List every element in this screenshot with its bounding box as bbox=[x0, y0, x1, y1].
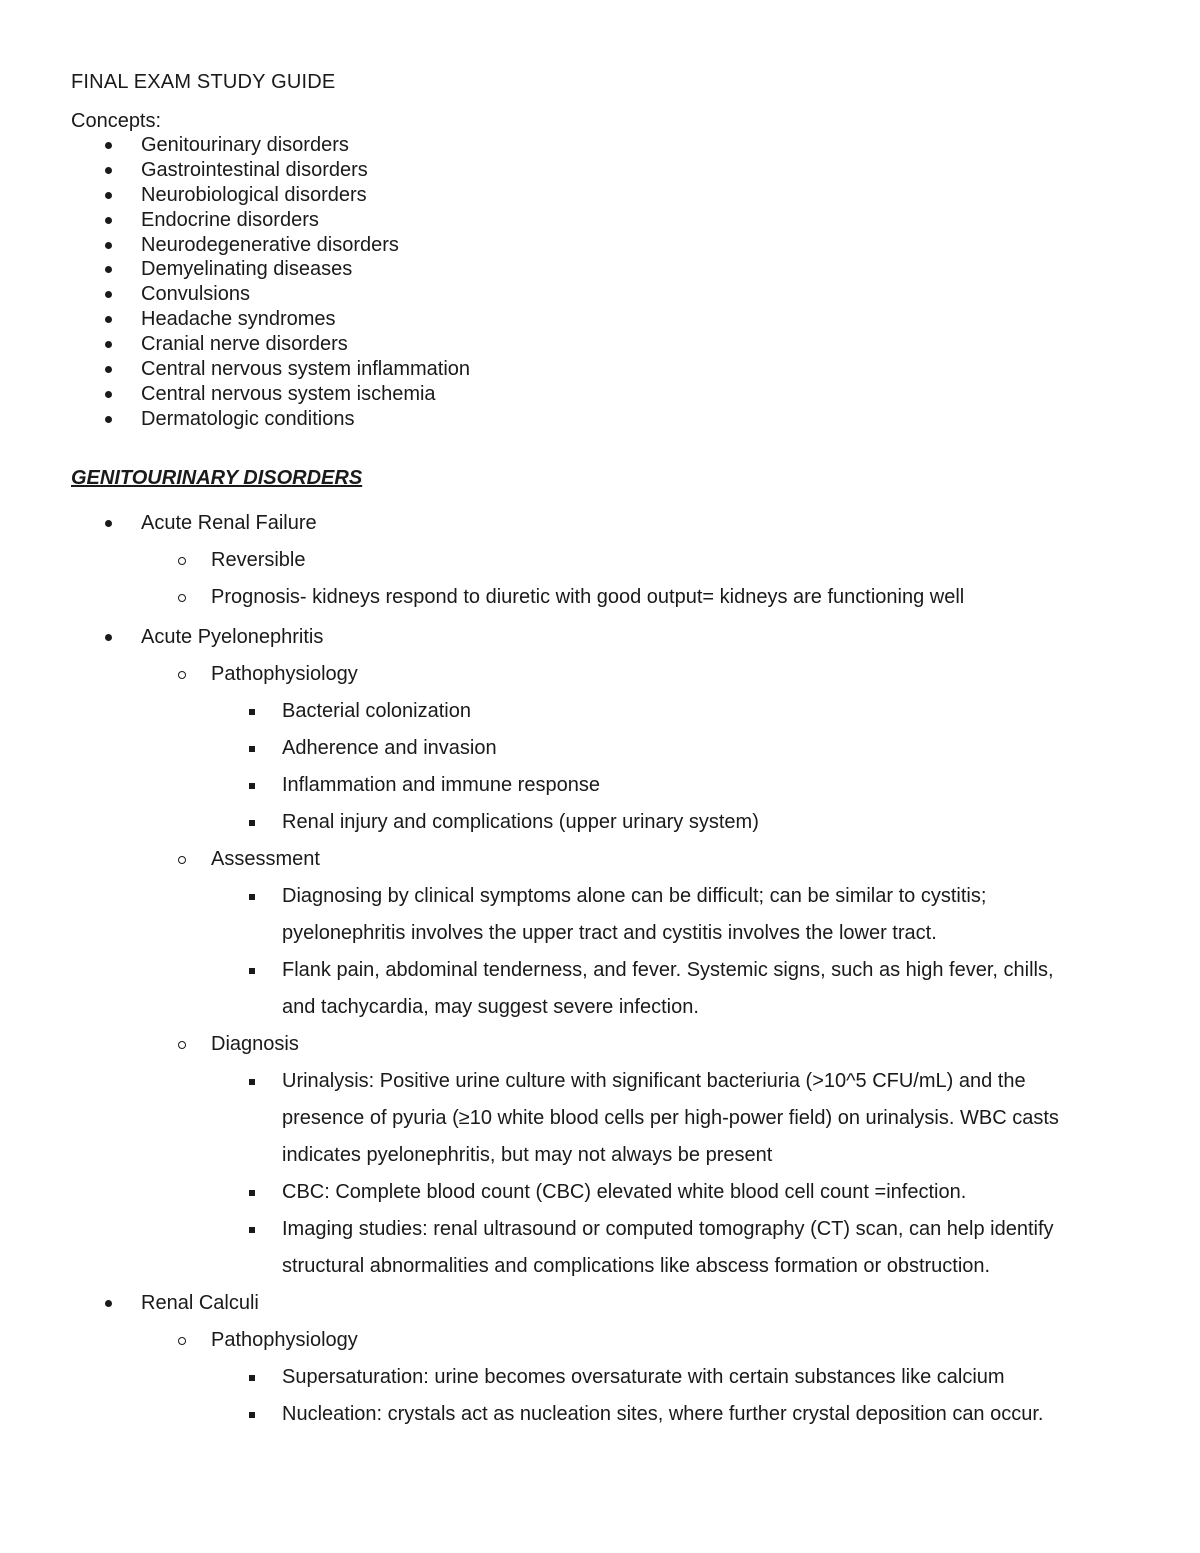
list-item bbox=[0, 407, 470, 432]
bullet-icon bbox=[105, 266, 112, 273]
square-bullet-icon bbox=[249, 968, 255, 974]
bullet-icon bbox=[105, 1300, 112, 1307]
outline-item-renal-calculi bbox=[0, 1285, 1200, 1322]
item-text: Prognosis- kidneys respond to diuretic with good output= kidneys are functioning well bbox=[211, 586, 965, 608]
circle-bullet-icon bbox=[178, 1337, 186, 1345]
outline-subitem bbox=[0, 542, 1200, 579]
item-text: Diagnosing by clinical symptoms alone can be difficult; can be similar to cystitis; bbox=[282, 885, 987, 907]
outline-detail bbox=[0, 1063, 1200, 1100]
concept-text: Central nervous system ischemia bbox=[141, 382, 436, 405]
list-item bbox=[0, 307, 470, 332]
outline-detail bbox=[0, 1396, 1200, 1433]
outline-detail bbox=[0, 1174, 1200, 1211]
item-text: Supersaturation: urine becomes oversaturate with certain substances like calcium bbox=[282, 1366, 1005, 1388]
outline-detail bbox=[0, 767, 1200, 804]
square-bullet-icon bbox=[249, 709, 255, 715]
bullet-icon bbox=[105, 242, 112, 249]
square-bullet-icon bbox=[249, 894, 255, 900]
outline-detail-continuation bbox=[0, 989, 1200, 1026]
bullet-icon bbox=[105, 416, 112, 423]
bullet-icon bbox=[105, 217, 112, 224]
item-text: Reversible bbox=[211, 549, 306, 571]
item-text: Bacterial colonization bbox=[282, 700, 471, 722]
concept-text: Gastrointestinal disorders bbox=[141, 158, 368, 181]
concept-text: Cranial nerve disorders bbox=[141, 333, 348, 356]
outline-subitem bbox=[0, 656, 1200, 693]
circle-bullet-icon bbox=[178, 671, 186, 679]
item-text: Adherence and invasion bbox=[282, 737, 497, 759]
outline-subitem bbox=[0, 1322, 1200, 1359]
outline-detail bbox=[0, 952, 1200, 989]
item-text: Assessment bbox=[211, 848, 320, 870]
list-item bbox=[0, 158, 470, 183]
concepts-list bbox=[0, 133, 470, 432]
item-text: pyelonephritis involves the upper tract and cystitis involves the lower tract. bbox=[282, 922, 937, 944]
item-text: Acute Pyelonephritis bbox=[141, 626, 324, 648]
list-item bbox=[0, 357, 470, 382]
item-text: and tachycardia, may suggest severe infection. bbox=[282, 996, 699, 1018]
list-item bbox=[0, 183, 470, 208]
concept-text: Central nervous system inflammation bbox=[141, 358, 471, 381]
item-text: structural abnormalities and complications like abscess formation or obstruction. bbox=[282, 1255, 991, 1277]
outline-detail bbox=[0, 878, 1200, 915]
bullet-icon bbox=[105, 634, 112, 641]
list-item bbox=[0, 208, 470, 233]
list-item bbox=[0, 133, 470, 158]
item-text: Renal Calculi bbox=[141, 1292, 259, 1314]
square-bullet-icon bbox=[249, 1412, 255, 1418]
outline-subitem bbox=[0, 1026, 1200, 1063]
item-text: CBC: Complete blood count (CBC) elevated white blood cell count =infection. bbox=[282, 1181, 967, 1203]
item-text: presence of pyuria (≥10 white blood cells per high-power field) on urinalysis. WBC casts bbox=[282, 1107, 1059, 1129]
outline-detail bbox=[0, 1211, 1200, 1248]
item-text: Acute Renal Failure bbox=[141, 512, 317, 534]
outline-item-acute-renal-failure bbox=[0, 505, 1200, 542]
bullet-icon bbox=[105, 142, 112, 149]
bullet-icon bbox=[105, 316, 112, 323]
outline-detail-continuation bbox=[0, 1100, 1200, 1137]
concept-text: Neurobiological disorders bbox=[141, 183, 367, 206]
concept-text: Endocrine disorders bbox=[141, 208, 319, 231]
outline-detail bbox=[0, 730, 1200, 767]
item-text: Nucleation: crystals act as nucleation sites, where further crystal deposition can occur. bbox=[282, 1403, 1044, 1425]
concepts-label: Concepts: bbox=[71, 110, 162, 132]
circle-bullet-icon bbox=[178, 594, 186, 602]
circle-bullet-icon bbox=[178, 856, 186, 864]
item-text: Imaging studies: renal ultrasound or computed tomography (CT) scan, can help identify bbox=[282, 1218, 1054, 1240]
square-bullet-icon bbox=[249, 1227, 255, 1233]
outline-detail bbox=[0, 804, 1200, 841]
concept-text: Dermatologic conditions bbox=[141, 407, 355, 430]
list-item bbox=[0, 257, 470, 282]
outline-detail-continuation bbox=[0, 1248, 1200, 1285]
outline-subitem bbox=[0, 579, 1200, 616]
square-bullet-icon bbox=[249, 1375, 255, 1381]
square-bullet-icon bbox=[249, 820, 255, 826]
concept-text: Demyelinating diseases bbox=[141, 258, 353, 281]
item-text: Inflammation and immune response bbox=[282, 774, 600, 796]
list-item bbox=[0, 332, 470, 357]
list-item bbox=[0, 233, 470, 258]
genitourinary-outline bbox=[0, 505, 1200, 1433]
outline-detail bbox=[0, 1359, 1200, 1396]
circle-bullet-icon bbox=[178, 557, 186, 565]
item-text: Diagnosis bbox=[211, 1033, 299, 1055]
concept-text: Genitourinary disorders bbox=[141, 134, 349, 156]
item-text: Urinalysis: Positive urine culture with significant bacteriuria (>10^5 CFU/mL) and the bbox=[282, 1070, 1026, 1092]
bullet-icon bbox=[105, 341, 112, 348]
item-text: Flank pain, abdominal tenderness, and fever. Systemic signs, such as high fever, chills, bbox=[282, 959, 1054, 981]
outline-detail bbox=[0, 693, 1200, 730]
bullet-icon bbox=[105, 291, 112, 298]
bullet-icon bbox=[105, 391, 112, 398]
bullet-icon bbox=[105, 366, 112, 373]
list-item bbox=[0, 382, 470, 407]
circle-bullet-icon bbox=[178, 1041, 186, 1049]
outline-subitem bbox=[0, 841, 1200, 878]
list-item bbox=[0, 282, 470, 307]
item-text: Pathophysiology bbox=[211, 1329, 358, 1351]
concept-text: Neurodegenerative disorders bbox=[141, 233, 399, 256]
item-text: indicates pyelonephritis, but may not always be present bbox=[282, 1144, 773, 1166]
square-bullet-icon bbox=[249, 1079, 255, 1085]
item-text: Pathophysiology bbox=[211, 663, 358, 685]
square-bullet-icon bbox=[249, 746, 255, 752]
outline-item-acute-pyelonephritis bbox=[0, 619, 1200, 656]
concept-text: Convulsions bbox=[141, 283, 250, 306]
bullet-icon bbox=[105, 520, 112, 527]
concept-text: Headache syndromes bbox=[141, 308, 336, 331]
section-heading-genitourinary: GENITOURINARY DISORDERS bbox=[71, 467, 363, 489]
item-text: Renal injury and complications (upper urinary system) bbox=[282, 811, 759, 833]
bullet-icon bbox=[105, 192, 112, 199]
square-bullet-icon bbox=[249, 783, 255, 789]
square-bullet-icon bbox=[249, 1190, 255, 1196]
document-title: FINAL EXAM STUDY GUIDE bbox=[71, 71, 336, 93]
outline-detail-continuation bbox=[0, 915, 1200, 952]
bullet-icon bbox=[105, 167, 112, 174]
outline-detail-continuation bbox=[0, 1137, 1200, 1174]
